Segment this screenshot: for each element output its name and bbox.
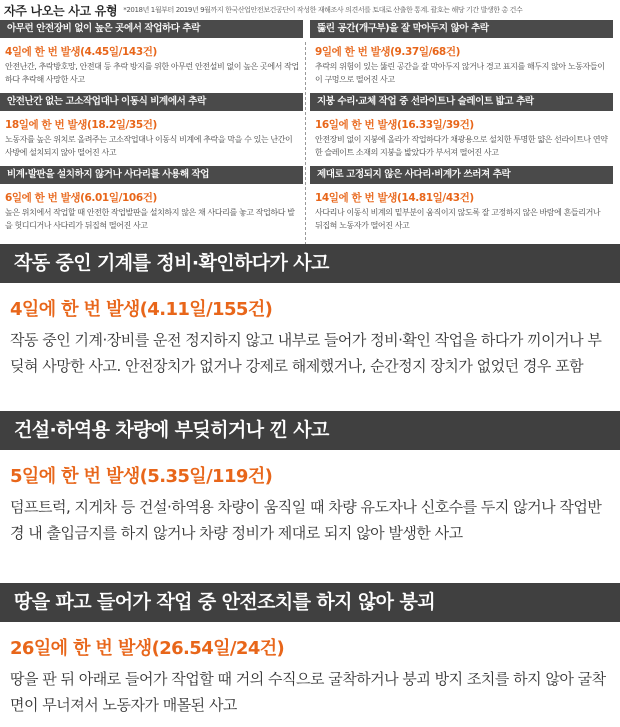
accident-description: 사다리나 이동식 비계의 밑부분이 움직이지 않도록 잘 고정하지 않은 바람에 흔들리거나 뒤집혀 노동자가 떨어진 사고	[315, 208, 601, 230]
accident-title: 제대로 고정되지 않은 사다리·비계가 쓰러져 추락	[310, 166, 613, 184]
big-accident-item	[0, 244, 620, 379]
big-accident-description: 땅을 판 뒤 아래로 들어가 작업할 때 거의 수직으로 굴착하거나 붕괴 방지 조치를 하지 않아 굴착면이 무너져서 노동자가 매몰된 사고	[10, 670, 606, 714]
infographic-header	[0, 0, 620, 20]
accident-frequency: 6일에 한 번 발생(6.01일/106건)	[5, 192, 157, 204]
accident-title: 비계·발판을 설치하지 않거나 사다리를 사용해 작업	[0, 166, 303, 184]
accident-description: 안전난간, 추락방호망, 안전대 등 추락 방지를 위한 아무런 안전설비 없이 높은 곳에서 작업하다 추락해 사망한 사고	[5, 62, 299, 84]
accident-item	[310, 166, 613, 239]
accident-description: 높은 위치에서 작업할 때 안전한 작업발판을 설치하지 않은 채 사다리를 놓고 작업하다 발을 헛디디거나 사다리가 뒤집혀 떨어진 사고	[5, 208, 295, 230]
big-accident-title: 작동 중인 기계를 정비·확인하다가 사고	[0, 244, 620, 283]
small-accident-grid	[0, 20, 620, 242]
left-column	[0, 20, 303, 239]
big-accident-title: 건설·하역용 차량에 부딪히거나 낀 사고	[0, 411, 620, 450]
accident-item	[0, 93, 303, 166]
accident-frequency: 9일에 한 번 발생(9.37일/68건)	[315, 46, 460, 58]
big-accident-frequency: 5일에 한 번 발생(5.35일/119건)	[10, 466, 273, 487]
source-note: *2018년 1월부터 2019년 9월까지 한국산업안전보건공단이 작성한 재해조사 의견서를 토대로 산출한 통계. 괄호는 해당 기간 발생한 총 건수	[123, 6, 523, 14]
accident-item	[310, 20, 613, 93]
accident-frequency: 16일에 한 번 발생(16.33일/39건)	[315, 119, 474, 131]
accident-title: 안전난간 없는 고소작업대나 이동식 비계에서 추락	[0, 93, 303, 111]
infographic-title: 자주 나오는 사고 유형	[4, 3, 118, 18]
accident-description: 안전장비 없이 지붕에 올라가 작업하다가 채광용으로 설치한 투명한 얇은 선라이트나 연약한 슬레이트 소재의 지붕을 밟았다가 부서져 떨어진 사고	[315, 135, 608, 157]
big-accident-frequency: 26일에 한 번 발생(26.54일/24건)	[10, 638, 285, 659]
accident-description: 추락의 위험이 있는 뚫린 공간을 잘 막아두지 않거나 경고 표지를 해두지 않아 노동자들이 이 구멍으로 떨어진 사고	[315, 62, 605, 84]
big-accident-item	[0, 411, 620, 546]
big-accident-description: 작동 중인 기계·장비를 운전 정지하지 않고 내부로 들어가 정비·확인 작업을 하다가 끼이거나 부딪혀 사망한 사고. 안전장치가 없거나 강제로 해제했거나, 순간정지 장치가 없었던 경우 포함	[10, 331, 602, 375]
right-column	[310, 20, 613, 239]
accident-item	[310, 93, 613, 166]
accident-title: 지붕 수리·교체 작업 중 선라이트나 슬레이트 밟고 추락	[310, 93, 613, 111]
column-divider	[305, 42, 306, 260]
accident-item	[0, 166, 303, 239]
big-accident-description: 덤프트럭, 지게차 등 건설·하역용 차량이 움직일 때 차량 유도자나 신호수를 두지 않거나 작업반경 내 출입금지를 하지 않거나 차량 정비가 제대로 되지 않아 발생한 사고	[10, 498, 602, 542]
accident-frequency: 4일에 한 번 발생(4.45일/143건)	[5, 46, 157, 58]
accident-frequency: 14일에 한 번 발생(14.81일/43건)	[315, 192, 474, 204]
big-accident-frequency: 4일에 한 번 발생(4.11일/155건)	[10, 299, 273, 320]
big-accident-title: 땅을 파고 들어가 작업 중 안전조치를 하지 않아 붕괴	[0, 583, 620, 622]
accident-title: 아무런 안전장비 없이 높은 곳에서 작업하다 추락	[0, 20, 303, 38]
accident-title: 뚫린 공간(개구부)을 잘 막아두지 않아 추락	[310, 20, 613, 38]
accident-frequency: 18일에 한 번 발생(18.2일/35건)	[5, 119, 157, 131]
accident-item	[0, 20, 303, 93]
big-accident-item	[0, 583, 620, 718]
accident-description: 노동자를 높은 위치로 올려주는 고소작업대나 이동식 비계에 추락을 막을 수 있는 난간이 사방에 설치되지 않아 떨어진 사고	[5, 135, 293, 157]
